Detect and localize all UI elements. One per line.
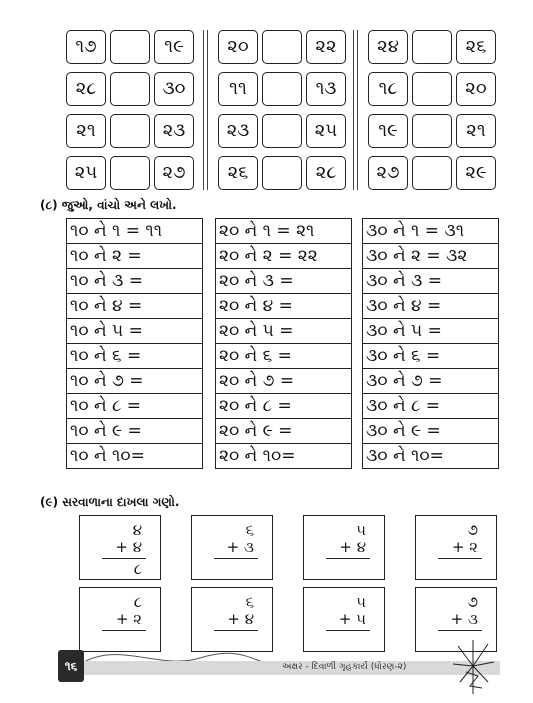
sum-bottom-number: + ૪ [227, 610, 254, 628]
table-row [363, 419, 499, 444]
table-row [216, 394, 352, 419]
addition-cell[interactable]: ૨૦ ને ૪ = [216, 294, 352, 319]
number-group [364, 72, 497, 106]
table-row [67, 444, 203, 469]
addition-cell[interactable]: ૨૦ ને ૫ = [216, 319, 352, 344]
number-box: ૧૩ [306, 72, 346, 106]
number-box: ૨૮ [66, 72, 106, 106]
number-box: ૨૪ [368, 30, 408, 64]
number-group [62, 114, 195, 148]
addition-cell[interactable]: ૩૦ ને ૩ = [363, 269, 499, 294]
number-sequence-grid [62, 30, 502, 190]
table-row [67, 269, 203, 294]
number-box: ૧૭ [66, 30, 106, 64]
sum-box [415, 515, 497, 580]
table-row [216, 369, 352, 394]
addition-cell[interactable]: ૧૦ ને ૧૦= [67, 444, 203, 469]
table-row [216, 319, 352, 344]
table-row [363, 319, 499, 344]
number-group [62, 72, 195, 106]
table-row [216, 294, 352, 319]
table-row [67, 394, 203, 419]
addition-cell[interactable]: ૨૦ ને ૩ = [216, 269, 352, 294]
sum-line [326, 630, 370, 631]
footer-text: અક્ષર - દિવાળી ગૃહકાર્ય (ધોરણ-૨) [282, 662, 407, 672]
missing-number-box[interactable] [110, 114, 150, 148]
number-box: ૨૫ [306, 114, 346, 148]
sum-bottom-number: + ૩ [226, 538, 254, 556]
addition-cell[interactable]: ૨૦ ને ૨ = ૨૨ [216, 244, 352, 269]
addition-cell[interactable]: ૧૦ ને ૭ = [67, 369, 203, 394]
number-box: ૨૧ [456, 114, 496, 148]
number-box: ૨૩ [218, 114, 258, 148]
table-row [216, 269, 352, 294]
number-box: ૨૬ [456, 30, 496, 64]
table-row [216, 219, 352, 244]
sum-top-number: ૫ [356, 521, 366, 539]
missing-number-box[interactable] [262, 30, 302, 64]
sum-bottom-number: + ૨ [451, 538, 478, 556]
sum-bottom-number: + ૨ [115, 610, 142, 628]
table-row [363, 344, 499, 369]
sum-top-number: ૪ [132, 521, 142, 539]
table-row [216, 344, 352, 369]
sum-line [102, 558, 146, 559]
addition-cell[interactable]: ૩૦ ને ૧ = ૩૧ [363, 219, 499, 244]
missing-number-box[interactable] [110, 72, 150, 106]
number-row [62, 156, 502, 190]
number-row [62, 72, 502, 106]
number-group [214, 30, 347, 64]
addition-cell[interactable]: ૩૦ ને ૯ = [363, 419, 499, 444]
addition-cell[interactable]: ૩૦ ને ૪ = [363, 294, 499, 319]
number-box: ૧૯ [154, 30, 194, 64]
addition-table-30 [362, 218, 499, 469]
addition-cell[interactable]: ૩૦ ને ૨ = ૩૨ [363, 244, 499, 269]
sum-box [303, 515, 385, 580]
table-row [67, 219, 203, 244]
table-row [363, 444, 499, 469]
number-box: ૧૮ [368, 72, 408, 106]
column-divider [353, 30, 358, 190]
number-box: ૨૭ [368, 156, 408, 190]
table-row [67, 319, 203, 344]
column-divider [203, 30, 208, 190]
missing-number-box[interactable] [110, 30, 150, 64]
number-box: ૧૧ [218, 72, 258, 106]
table-row [67, 419, 203, 444]
table-row [67, 294, 203, 319]
number-box: ૨૭ [154, 156, 194, 190]
number-box: ૨૨ [306, 30, 346, 64]
addition-cell[interactable]: ૨૦ ને ૧ = ૨૧ [216, 219, 352, 244]
number-box: ૨૦ [456, 72, 496, 106]
number-group [364, 30, 497, 64]
number-group [214, 114, 347, 148]
table-row [67, 244, 203, 269]
sum-top-number: ૫ [356, 593, 366, 611]
sum-box [191, 515, 273, 580]
table-row [363, 269, 499, 294]
table-row [363, 294, 499, 319]
sum-top-number: ૭ [467, 593, 478, 611]
number-group [364, 114, 497, 148]
number-group [62, 30, 195, 64]
addition-cell[interactable]: ૨૦ ને ૯ = [216, 419, 352, 444]
number-row [62, 114, 502, 148]
number-box: ૨૬ [218, 156, 258, 190]
missing-number-box[interactable] [412, 156, 452, 190]
number-group [214, 156, 347, 190]
missing-number-box[interactable] [262, 114, 302, 148]
missing-number-box[interactable] [110, 156, 150, 190]
addition-cell[interactable]: ૧૦ ને ૨ = [67, 244, 203, 269]
number-box: ૨૫ [66, 156, 106, 190]
number-box: ૩૦ [154, 72, 194, 106]
missing-number-box[interactable] [262, 156, 302, 190]
addition-table-10 [66, 218, 203, 469]
addition-cell[interactable]: ૩૦ ને ૮ = [363, 394, 499, 419]
addition-cell[interactable]: ૩૦ ને ૬ = [363, 344, 499, 369]
table-row [363, 219, 499, 244]
sum-line [214, 630, 258, 631]
addition-cell[interactable]: ૩૦ ને ૭ = [363, 369, 499, 394]
addition-cell[interactable]: ૧૦ ને ૧ = ૧૧ [67, 219, 203, 244]
table-row [67, 369, 203, 394]
addition-cell[interactable]: ૧૦ ને ૬ = [67, 344, 203, 369]
sum-top-number: ૬ [245, 593, 254, 611]
sum-bottom-number: + ૩ [450, 610, 478, 628]
number-box: ૧૯ [368, 114, 408, 148]
number-row [62, 30, 502, 64]
addition-cell[interactable]: ૧૦ ને ૩ = [67, 269, 203, 294]
sum-top-number: ૬ [245, 521, 254, 539]
addition-cell[interactable]: ૨૦ ને ૭ = [216, 369, 352, 394]
number-box: ૨૮ [306, 156, 346, 190]
missing-number-box[interactable] [412, 72, 452, 106]
table-row [363, 244, 499, 269]
sum-top-number: ૭ [467, 521, 478, 539]
addition-cell[interactable]: ૧૦ ને ૮ = [67, 394, 203, 419]
sum-bottom-number: + ૫ [338, 610, 366, 628]
firework-icon [448, 636, 498, 696]
sum-line [438, 558, 482, 559]
page-number: ૧૬ [58, 650, 84, 682]
number-box: ૨૧ [66, 114, 106, 148]
table-row [216, 444, 352, 469]
missing-number-box[interactable] [412, 30, 452, 64]
table-row [67, 344, 203, 369]
number-group [214, 72, 347, 106]
sum-bottom-number: + ૪ [115, 538, 142, 556]
number-box: ૨૩ [154, 114, 194, 148]
missing-number-box[interactable] [262, 72, 302, 106]
number-box: ૨૯ [456, 156, 496, 190]
addition-cell[interactable]: ૩૦ ને ૫ = [363, 319, 499, 344]
addition-cell[interactable]: ૨૦ ને ૬ = [216, 344, 352, 369]
number-group [364, 156, 497, 190]
addition-cell[interactable]: ૧૦ ને ૯ = [67, 419, 203, 444]
addition-cell[interactable]: ૩૦ ને ૧૦= [363, 444, 499, 469]
sum-line [438, 630, 482, 631]
table-row [216, 244, 352, 269]
sum-line [326, 558, 370, 559]
number-group [62, 156, 195, 190]
number-box: ૨૦ [218, 30, 258, 64]
sum-box [303, 587, 385, 652]
table-row [363, 394, 499, 419]
sum-bottom-number: + ૪ [339, 538, 366, 556]
addition-cell[interactable]: ૨૦ ને ૮ = [216, 394, 352, 419]
sum-answer[interactable]: ૮ [133, 560, 142, 578]
table-row [216, 419, 352, 444]
section-8-heading: (૮) જુઓ, વાંચો અને લખો. [40, 198, 177, 212]
sum-top-number: ૮ [133, 593, 142, 611]
sum-line [102, 630, 146, 631]
missing-number-box[interactable] [412, 114, 452, 148]
sum-box [79, 515, 161, 580]
sum-line [214, 558, 258, 559]
addition-cell[interactable]: ૨૦ ને ૧૦= [216, 444, 352, 469]
addition-cell[interactable]: ૧૦ ને ૪ = [67, 294, 203, 319]
addition-cell[interactable]: ૧૦ ને ૫ = [67, 319, 203, 344]
footer-band [60, 661, 500, 675]
addition-table-20 [215, 218, 352, 469]
table-row [363, 369, 499, 394]
section-9-heading: (૯) સરવાળાના દાખલા ગણો. [40, 495, 180, 509]
